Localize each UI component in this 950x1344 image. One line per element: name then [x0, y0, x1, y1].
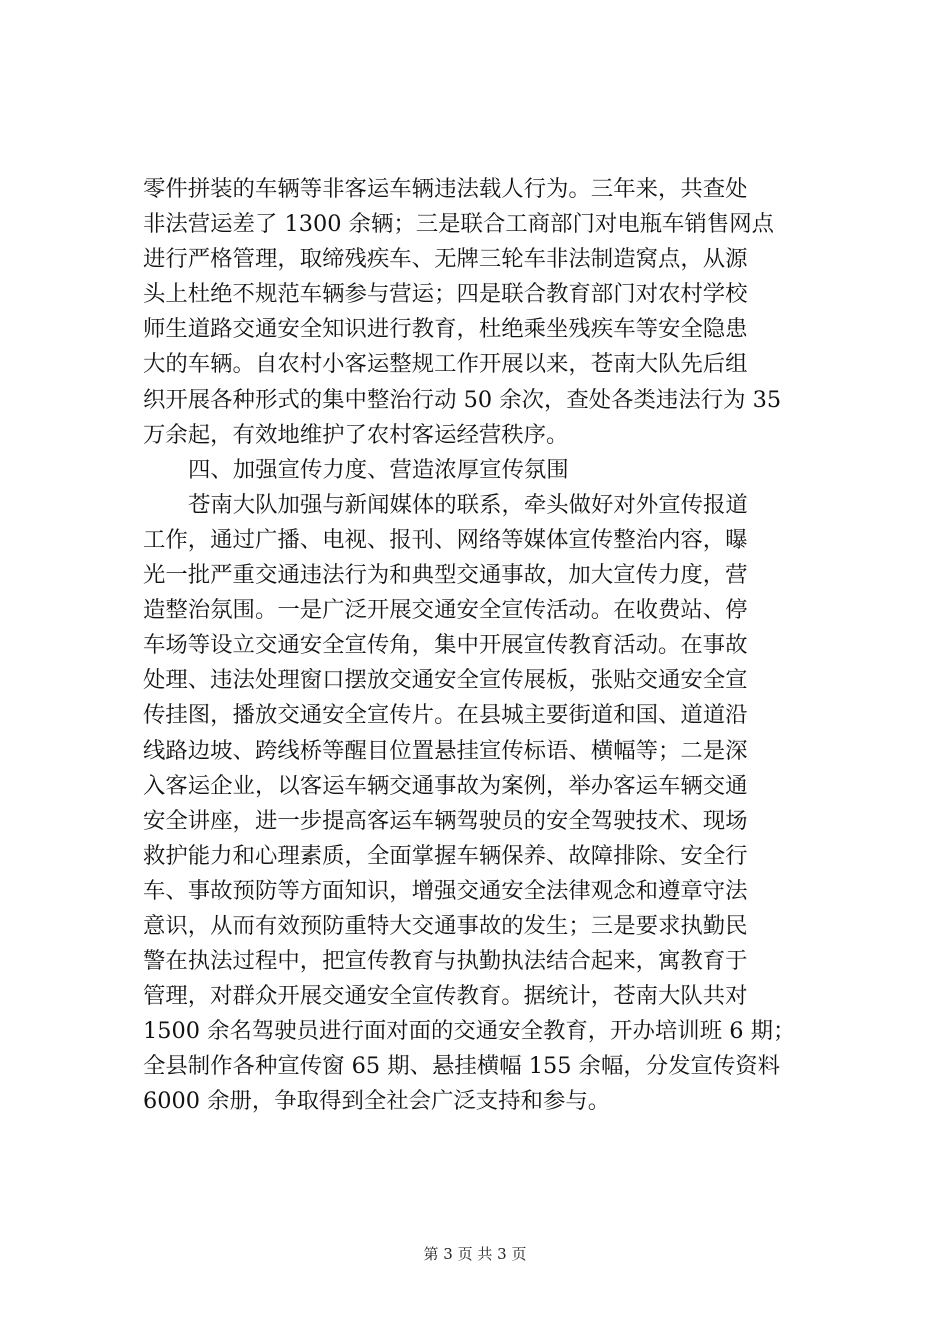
- text-line: 处理、违法处理窗口摆放交通安全宣传展板，张贴交通安全宣: [143, 667, 748, 694]
- text-line: 苍南大队加强与新闻媒体的联系，牵头做好对外宣传报道: [188, 491, 748, 518]
- text-line: 管理，对群众开展交通安全宣传教育。据统计，苍南大队共对: [143, 983, 748, 1010]
- text-line: 工作，通过广播、电视、报刊、网络等媒体宣传整治内容，曝: [143, 526, 748, 553]
- text-line: 头上杜绝不规范车辆参与营运；四是联合教育部门对农村学校: [143, 281, 748, 308]
- text-line: 师生道路交通安全知识进行教育，杜绝乘坐残疾车等安全隐患: [143, 316, 748, 343]
- text-line: 车、事故预防等方面知识，增强交通安全法律观念和遵章守法: [143, 877, 748, 904]
- text-line: 1500 余名驾驶员进行面对面的交通安全教育，开办培训班 6 期；: [143, 1018, 796, 1045]
- text-line: 进行严格管理，取缔残疾车、无牌三轮车非法制造窝点，从源: [143, 246, 748, 273]
- text-line: 零件拼装的车辆等非客运车辆违法载人行为。三年来，共查处: [143, 176, 748, 202]
- document-body: [143, 172, 811, 1120]
- text-line: 线路边坡、跨线桥等醒目位置悬挂宣传标语、横幅等；二是深: [143, 737, 748, 764]
- text-line: 全县制作各种宣传窗 65 期、悬挂横幅 155 余幅，分发宣传资料: [143, 1053, 781, 1080]
- text-line: 入客运企业，以客运车辆交通事故为案例，举办客运车辆交通: [143, 772, 748, 799]
- text-line: 织开展各种形式的集中整治行动 50 余次，查处各类违法行为 35: [143, 386, 782, 413]
- text-line: 光一批严重交通违法行为和典型交通事故，加大宣传力度，营: [143, 562, 748, 589]
- text-line: 安全讲座，进一步提高客运车辆驾驶员的安全驾驶技术、现场: [143, 807, 748, 834]
- page-footer: 第 3 页 共 3 页: [423, 1245, 527, 1263]
- text-line: 万余起，有效地维护了农村客运经营秩序。: [143, 421, 569, 448]
- text-line: 车场等设立交通安全宣传角，集中开展宣传教育活动。在事故: [143, 632, 748, 659]
- text-line: 警在执法过程中，把宣传教育与执勤执法结合起来，寓教育于: [143, 948, 748, 975]
- text-line: 大的车辆。自农村小客运整规工作开展以来，苍南大队先后组: [143, 351, 748, 378]
- text-line: 造整治氛围。一是广泛开展交通安全宣传活动。在收费站、停: [143, 597, 748, 624]
- text-line: 非法营运差了 1300 余辆；三是联合工商部门对电瓶车销售网点: [143, 211, 774, 238]
- text-line: 意识，从而有效预防重特大交通事故的发生；三是要求执勤民: [143, 912, 748, 939]
- text-line: 四、加强宣传力度、营造浓厚宣传氛围: [188, 456, 569, 483]
- text-line: 传挂图，播放交通安全宣传片。在县城主要街道和国、道道沿: [143, 702, 748, 729]
- text-line: 救护能力和心理素质，全面掌握车辆保养、故障排除、安全行: [143, 842, 748, 869]
- text-line: 6000 余册，争取得到全社会广泛支持和参与。: [143, 1088, 611, 1115]
